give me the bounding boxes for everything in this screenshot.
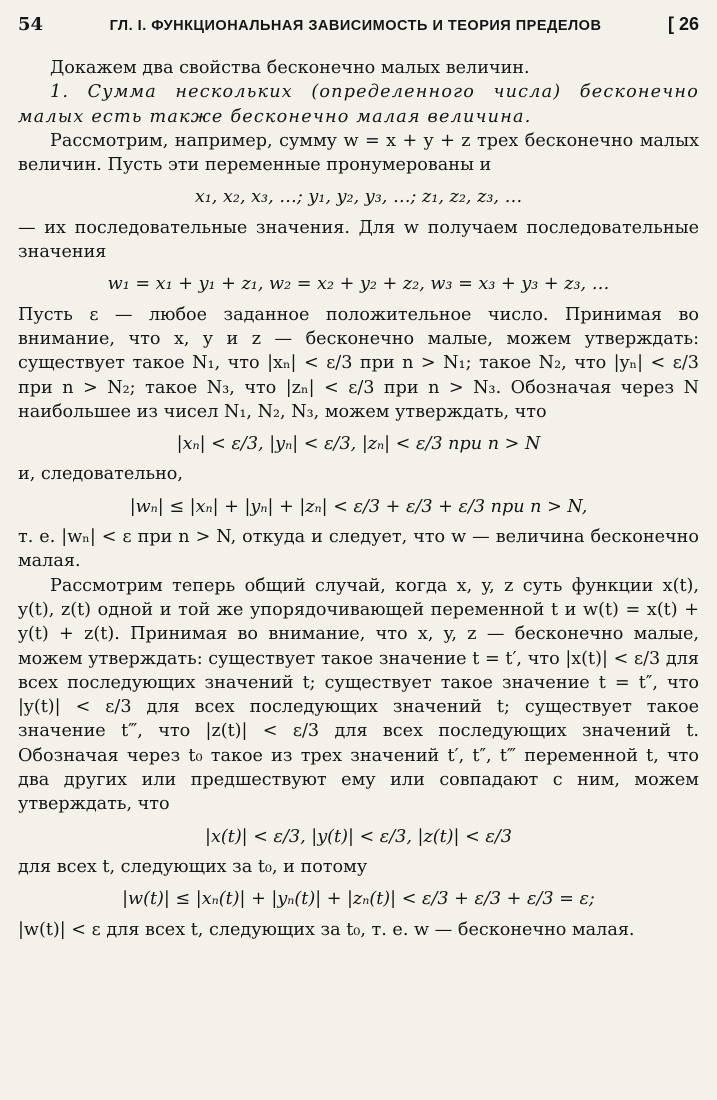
page-number: 54 (18, 14, 44, 35)
paragraph-for-all-t: для всех t, следующих за t₀, и потому (18, 856, 368, 877)
paragraph-sum: Рассмотрим, например, сумму w = x + y + z трех бесконечно малых величин. Пусть эти переменные пронумерованы и (18, 130, 699, 176)
formula-w-function-bound: |w(t)| ≤ |xₙ(t)| + |yₙ(t)| + |zₙ(t)| < ε/3 + ε/3 + ε/3 = ε; (122, 889, 595, 910)
paragraph-general-case: Рассмотрим теперь общий случай, когда x, y, z суть функции x(t), y(t), z(t) одной и той же упорядочивающей переменной t и w(t) = x(t) + y(t) + z(t). Принимая во внимание, что x, y, z — бесконечно малые, можем утверждать: существует такое значение t = t′, что |x(t)| < ε/3 для всех последующих значений t; существует такое значение t = t″, что |y(t)| < ε/3 для всех последующих значений t; существует такое значение t‴, что |z(t)| < ε/3 для всех последующих значений t. Обозначая через t₀ такое из трех значений t′, t″, t‴ переменной t, что два других или предшествуют ему или совпадают с ним, можем утверждать, что (18, 575, 699, 815)
formula-bounds: |xₙ| < ε/3, |yₙ| < ε/3, |zₙ| < ε/3 при n > N (176, 434, 541, 455)
paragraph-epsilon: Пусть ε — любое заданное положительное число. Принимая во внимание, что x, y и z — бесконечно малые, можем утверждать: существует такое N₁, что |xₙ| < ε/3 при n > N₁; такое N₂, что |yₙ| < ε/3 при n > N₂; такое N₃, что |zₙ| < ε/3 при n > N₃. Обозначая через N наибольшее из чисел N₁, N₂, N₃, можем утверждать, что (18, 304, 699, 422)
proposition-1: 1. Сумма нескольких (определенного числа) бесконечно малых есть также бесконечно малая величина. (18, 82, 699, 127)
formula-w-values: w₁ = x₁ + y₁ + z₁, w₂ = x₂ + y₂ + z₂, w₃ = x₃ + y₃ + z₃, … (107, 274, 610, 295)
page-header (18, 14, 699, 44)
paragraph-intro: Докажем два свойства бесконечно малых величин. (50, 58, 530, 78)
paragraph-conclusion-2: |w(t)| < ε для всех t, следующих за t₀, т. е. w — бесконечно малая. (18, 919, 635, 940)
section-marker: [ 26 (667, 14, 699, 34)
paragraph-values: — их последовательные значения. Для w получаем последовательные значения (18, 217, 699, 263)
formula-w-bound: |wₙ| ≤ |xₙ| + |yₙ| + |zₙ| < ε/3 + ε/3 + ε/3 при n > N, (129, 496, 588, 517)
page-body (18, 56, 699, 942)
running-title: ГЛ. I. ФУНКЦИОНАЛЬНАЯ ЗАВИСИМОСТЬ И ТЕОРИЯ ПРЕДЕЛОВ (109, 18, 602, 34)
formula-function-bounds: |x(t)| < ε/3, |y(t)| < ε/3, |z(t)| < ε/3 (205, 826, 512, 847)
paragraph-conclusion-1: т. е. |wₙ| < ε при n > N, откуда и следует, что w — величина бесконечно малая. (18, 527, 699, 572)
paragraph-consequently: и, следовательно, (18, 464, 183, 485)
formula-sequences: x₁, x₂, x₃, …; y₁, y₂, y₃, …; z₁, z₂, z₃, … (194, 187, 523, 208)
